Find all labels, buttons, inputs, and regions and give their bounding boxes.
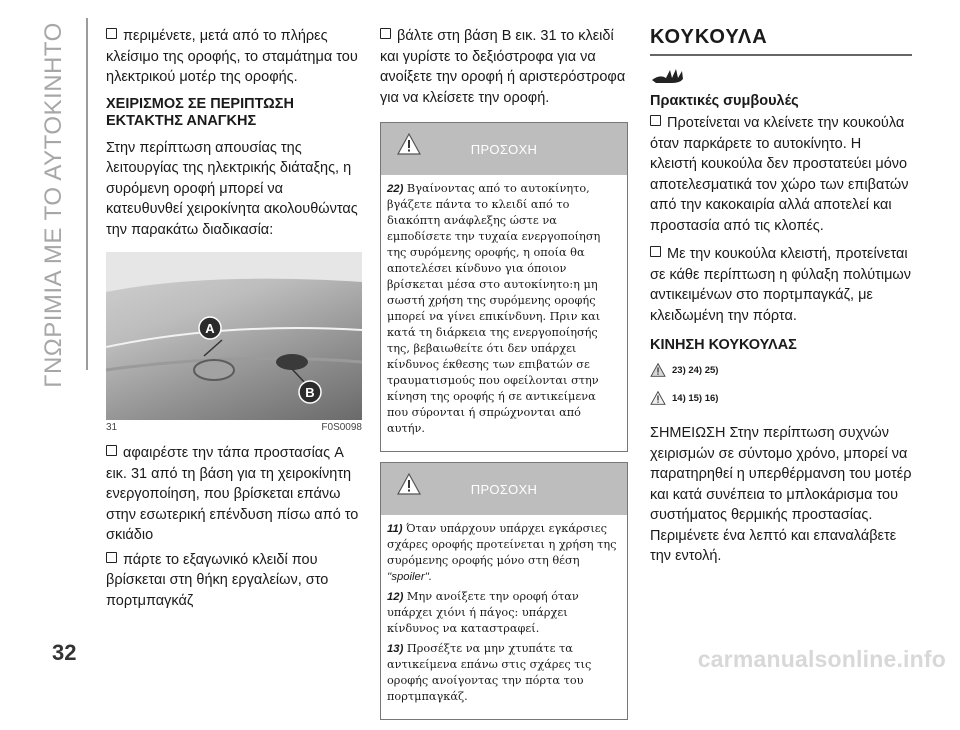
warning-triangle-icon xyxy=(397,133,421,155)
warning-box xyxy=(380,462,628,720)
chapter-divider xyxy=(86,18,88,370)
warning-triangle-icon xyxy=(650,363,666,377)
note-number: 22) xyxy=(387,183,404,195)
warning-triangle-icon xyxy=(397,473,421,495)
subheading: Πρακτικές συμβουλές xyxy=(650,93,799,109)
warning-body xyxy=(381,515,627,719)
svg-text:B: B xyxy=(305,385,315,400)
paragraph: περιμένετε, μετά από το πλήρες κλείσιμο της οροφής, το σταμάτημα του ηλεκτρικού μοτέρ της οροφής. xyxy=(106,28,358,85)
warning-item: 12) Μην ανοίξετε την οροφή όταν υπάρχει χιόνι ή πάγος: υπάρχει κίνδυνος να καταστραφεί. xyxy=(387,590,579,635)
tips-hand-icon xyxy=(650,66,690,84)
figure-31 xyxy=(106,252,362,420)
checkbox-bullet-icon xyxy=(106,552,117,563)
warning-box xyxy=(380,122,628,452)
page-number: 32 xyxy=(52,640,77,665)
section-title: ΚΟΥΚΟΥΛΑ xyxy=(650,26,768,48)
callout-b xyxy=(298,380,322,404)
warning-item: 13) Προσέξτε να μην χτυπάτε τα αντικείμενα επάνω στις σχάρες τις οροφής ανοίγοντας την πόρτα του πορτμπαγκάζ. xyxy=(387,642,592,703)
warning-text: Βγαίνοντας από το αυτοκίνητο, βγάζετε πάντα το κλειδί από το διακόπτη ανάφλεξης ώστε να εμποδίσετε την τυχαία ενεργοποίηση της συρόμενης οροφής, η οποία θα αποτελέσει κίνδυνο για όποιον βρίσκεται μέσα στο αυτοκίνητο:η μη σωστή χρήση της συρόμενης οροφής μπορεί να γίνει επικίνδυνη. Πριν και κατά τη διάρκεια της ενεργοποίησής της, βεβαιωθείτε ότι δεν υπάρχει κίνδυνος έκθεσης των επιβατών σε τραυματισμούς που οφείλονται στην κίνηση της οροφής ή σε αντικείμενα που σύρονται ή σπρώχνονται από αυτήν. xyxy=(387,182,601,435)
checkbox-bullet-icon xyxy=(650,246,661,257)
paragraph: Στην περίπτωση απουσίας της λειτουργίας της ηλεκτρικής διάταξης, η συρόμενη οροφή μπορεί να κατευθυνθεί χειροκίνητα ακολουθώντας την παρακάτω διαδικασία: xyxy=(106,139,358,238)
caution-triangle-icon xyxy=(650,391,666,405)
subheading: ΚΙΝΗΣΗ ΚΟΥΚΟΥΛΑΣ xyxy=(650,337,797,353)
paragraph: Προτείνεται να κλείνετε την κουκούλα όταν παρκάρετε το αυτοκίνητο. Η κλειστή κουκούλα δεν προστατεύει μόνο αποτελεσματικά τον χώρο των επιβατών από την κακοκαιρία αλλά αποτελεί και προστασία από τις κλοπές. xyxy=(650,115,909,234)
svg-text:A: A xyxy=(205,321,215,336)
paragraph: πάρτε το εξαγωνικό κλειδί που βρίσκεται στη θήκη εργαλείων, στο πορτμπαγκάζ xyxy=(106,551,329,609)
figure-caption xyxy=(106,422,362,433)
paragraph: Με την κουκούλα κλειστή, προτείνεται σε κάθε περίπτωση η φύλαξη πολύτιμων αντικειμένων στο πορτμπαγκάζ, με κλειδωμένη την πόρτα. xyxy=(650,246,911,324)
headliner-photo xyxy=(106,252,362,420)
checkbox-bullet-icon xyxy=(106,445,117,456)
column-middle xyxy=(380,26,628,730)
figure-code: F0S0098 xyxy=(321,422,362,433)
warning-header xyxy=(381,463,627,515)
checkbox-bullet-icon xyxy=(650,115,661,126)
checkbox-bullet-icon xyxy=(106,28,117,39)
checkbox-bullet-icon xyxy=(380,28,391,39)
figure-number: 31 xyxy=(106,422,118,433)
warning-body xyxy=(381,175,627,451)
warning-title: ΠΡΟΣΟΧΗ xyxy=(470,481,538,497)
chapter-title: ΓΝΩΡΙΜΙΑ ΜΕ ΤΟ ΑΥΤΟΚΙΝΗΤΟ xyxy=(40,22,68,388)
warning-references: 23) 24) 25) xyxy=(650,363,912,377)
column-right xyxy=(650,26,912,571)
note-paragraph: ΣΗΜΕΙΩΣΗ Στην περίπτωση συχνών χειρισμών σε σύντομο χρόνο, μπορεί να παρατηρηθεί η υπερθέρμανση του μοτέρ και κατά συνέπεια το μπλοκάρισμα του συστήματος θερμικής προστασίας. Περιμένετε ένα λεπτό και επαναλάβετε την εντολή. xyxy=(650,425,912,564)
warning-item: 11) Όταν υπάρχουν υπάρχει εγκάρσιες σχάρες οροφής προτείνεται η χρήση της συρόμενης οροφής μόνο στη θέση ''spoiler''. xyxy=(387,522,617,583)
column-left xyxy=(106,26,362,615)
watermark: carmanualsonline.info xyxy=(697,646,946,672)
warning-title: ΠΡΟΣΟΧΗ xyxy=(470,141,538,157)
section-heading: ΧΕΙΡΙΣΜΟΣ ΣΕ ΠΕΡΙΠΤΩΣΗ ΕΚΤΑΚΤΗΣ ΑΝΑΓΚΗΣ xyxy=(106,95,294,129)
callout-a xyxy=(198,316,222,340)
paragraph: αφαιρέστε την τάπα προστασίας A εικ. 31 από τη βάση για τη χειροκίνητη ενεργοποίηση, που βρίσκεται επάνω στην εσωτερική επένδυση πίσω από το σκιάδιο xyxy=(106,445,359,543)
title-divider xyxy=(650,54,912,56)
caution-references: 14) 15) 16) xyxy=(650,391,912,405)
warning-header xyxy=(381,123,627,175)
paragraph: βάλτε στη βάση B εικ. 31 το κλειδί και γυρίστε το δεξιόστροφα για να ανοίξετε την οροφή ή αριστερόστροφα για να κλείσετε την οροφή. xyxy=(380,28,626,106)
